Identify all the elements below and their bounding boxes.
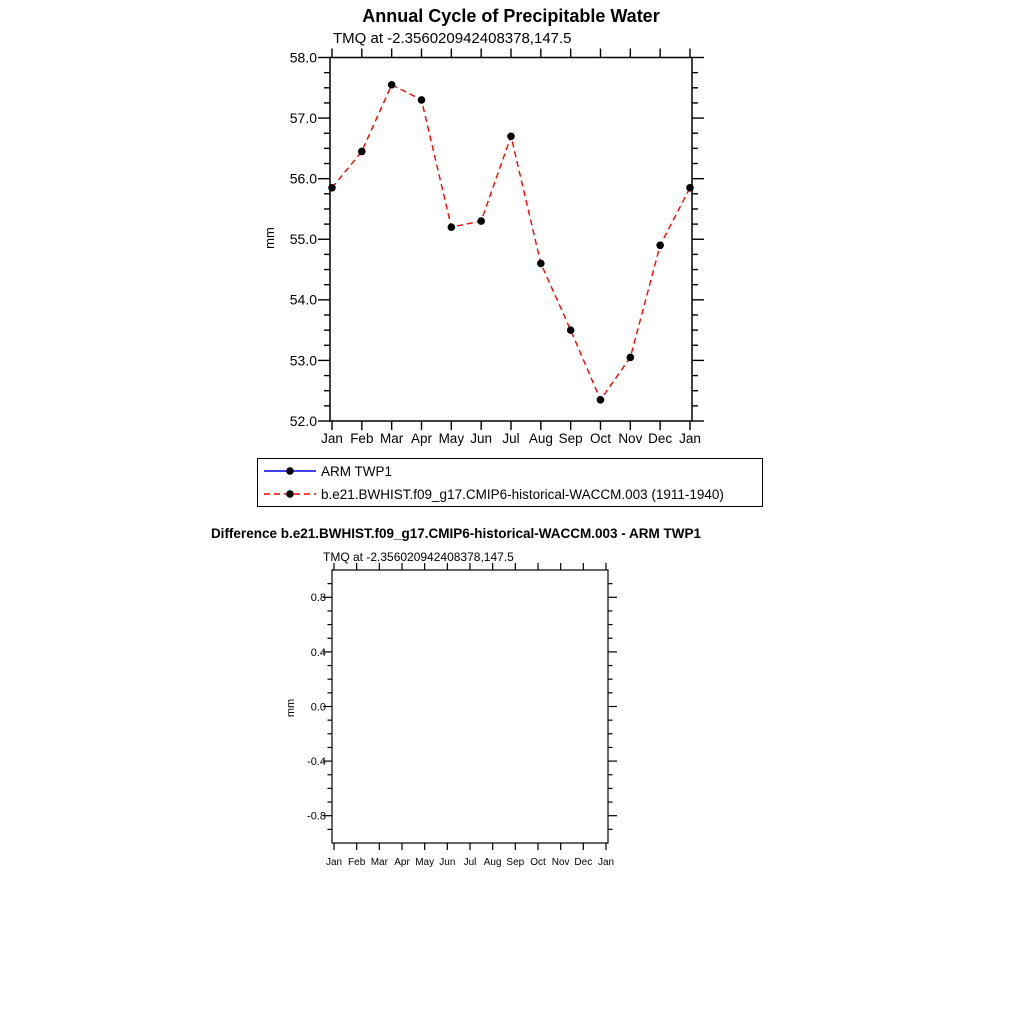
data-point-marker — [448, 223, 456, 231]
data-point-marker — [597, 396, 605, 404]
x-tick-label: Oct — [530, 857, 546, 868]
data-point-marker — [507, 132, 515, 140]
x-tick-label: Jul — [502, 431, 520, 446]
x-tick-label: Oct — [589, 431, 612, 446]
legend-sample-arm — [263, 464, 319, 478]
y-tick-label: 55.0 — [289, 231, 317, 248]
x-tick-label: Mar — [370, 857, 388, 868]
legend-label-arm: ARM TWP1 — [321, 463, 393, 479]
data-point-marker — [328, 184, 336, 192]
x-tick-label: Jul — [463, 857, 477, 868]
x-tick-label: Dec — [648, 431, 673, 446]
y-tick-label: 0.8 — [310, 592, 326, 605]
data-point-marker — [388, 81, 396, 89]
x-tick-label: May — [415, 857, 435, 868]
legend-item-arm-twp1 — [263, 460, 762, 483]
y-tick-label: 54.0 — [289, 291, 317, 308]
data-point-marker — [567, 326, 575, 334]
legend-label-model: b.e21.BWHIST.f09_g17.CMIP6-historical-WACCM.003 (1911-1940) — [321, 486, 724, 502]
bottom-chart-subtitle: TMQ at -2.356020942408378,147.5 — [323, 550, 514, 564]
x-tick-label: Sep — [506, 857, 525, 868]
x-tick-label: Jun — [439, 857, 456, 868]
y-tick-label: 57.0 — [289, 109, 317, 126]
x-tick-label: Jan — [325, 857, 343, 868]
data-point-marker — [686, 184, 694, 192]
x-tick-label: May — [438, 431, 465, 446]
plot-frame — [330, 58, 692, 422]
top-chart-y-axis-label: mm — [262, 227, 277, 249]
y-tick-label: -0.8 — [307, 810, 326, 823]
x-tick-label: Jan — [597, 857, 615, 868]
x-tick-label: Aug — [483, 857, 502, 868]
x-tick-label: Jun — [470, 431, 493, 446]
data-point-marker — [656, 242, 664, 250]
series-line — [332, 85, 690, 400]
data-point-marker — [537, 260, 545, 268]
y-tick-label: -0.4 — [307, 755, 326, 768]
x-tick-label: Mar — [380, 431, 404, 446]
x-tick-label: Jan — [679, 431, 701, 446]
x-tick-label: Aug — [528, 431, 553, 446]
y-tick-label: 56.0 — [289, 170, 317, 187]
data-point-marker — [418, 96, 426, 104]
legend-sample-model — [263, 487, 319, 501]
x-tick-label: Apr — [410, 431, 433, 446]
x-tick-label: Sep — [558, 431, 583, 446]
y-tick-label: 58.0 — [289, 49, 317, 66]
x-tick-label: Feb — [350, 431, 374, 446]
bottom-chart-title: Difference b.e21.BWHIST.f09_g17.CMIP6-historical-WACCM.003 - ARM TWP1 — [210, 526, 702, 541]
y-tick-label: 0.0 — [310, 701, 326, 714]
data-point-marker — [358, 148, 366, 156]
legend-box — [257, 458, 763, 507]
x-tick-label: Feb — [348, 857, 366, 868]
x-tick-label: Dec — [574, 857, 593, 868]
data-point-marker — [627, 354, 635, 362]
x-tick-label: Nov — [618, 431, 643, 446]
x-tick-label: Nov — [551, 857, 570, 868]
bottom-chart-y-axis-label: mm — [285, 698, 297, 718]
y-tick-label: 0.4 — [310, 646, 326, 659]
x-tick-label: Apr — [394, 857, 410, 868]
legend-item-model — [263, 483, 762, 506]
top-chart-title: Annual Cycle of Precipitable Water — [362, 6, 660, 26]
y-tick-label: 53.0 — [289, 352, 317, 369]
x-tick-label: Jan — [321, 431, 343, 446]
y-tick-label: 52.0 — [289, 412, 317, 429]
plot-frame — [332, 570, 608, 843]
top-chart-subtitle: TMQ at -2.356020942408378,147.5 — [333, 30, 572, 47]
legend-marker-model — [286, 490, 294, 498]
data-point-marker — [477, 217, 485, 225]
legend-marker-arm — [286, 467, 294, 475]
